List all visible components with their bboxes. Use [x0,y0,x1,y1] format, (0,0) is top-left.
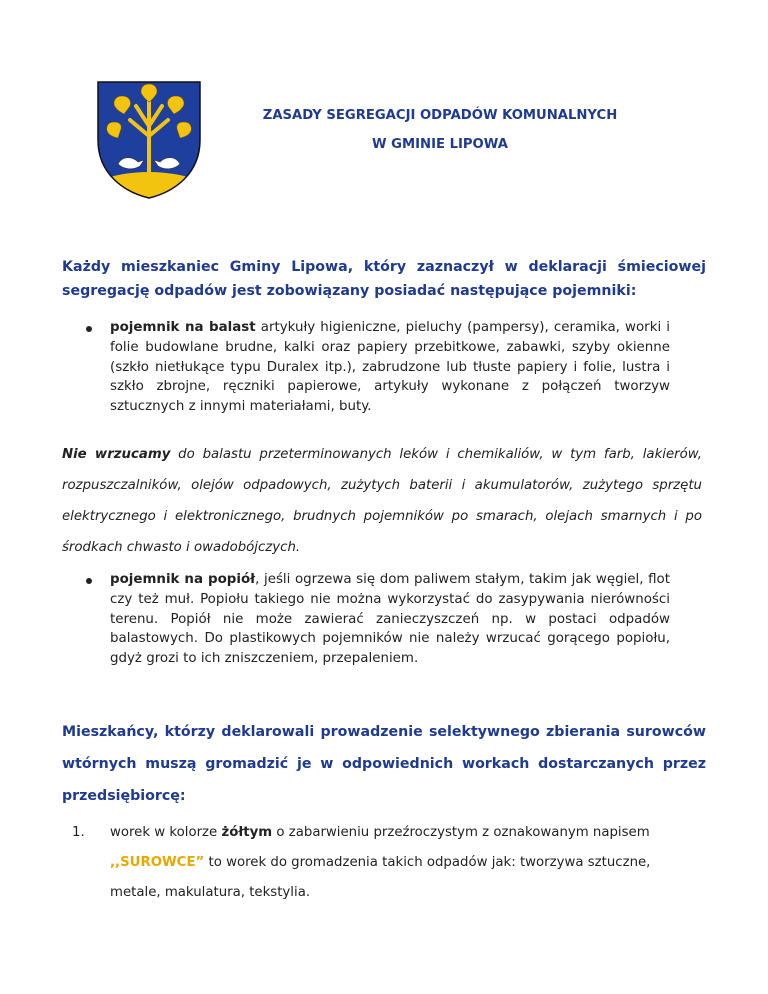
list-item-lead: pojemnik na popiół [110,572,256,587]
list-item-popiol [86,570,670,669]
section-heading-containers: Każdy mieszkaniec Gminy Lipowa, który zaznaczył w deklaracji śmieciowej segregację odpadów jest zobowiązany posiadać następujące pojemniki: [62,259,706,299]
numbered-list-item [62,818,662,908]
document-title-line-1: ZASADY SEGREGACJI ODPADÓW KOMUNALNYCH [262,108,618,123]
balast-warning-note [62,439,702,563]
item-bold-color-word: żółtym [221,825,273,840]
list-item-balast [86,318,670,417]
note-lead: Nie wrzucamy [62,447,171,462]
bag-label: ,,SUROWCE” [110,855,205,870]
list-item-text [110,570,670,669]
note-body: do balastu przeterminowanych leków i chemikaliów, w tym farb, lakierów, rozpuszczalników, olejów odpadowych, zużytych baterii i akumulatorów, zużytego sprzętu elektrycznego i elektronicznego, brudnych pojemników po smarach, olejach smarnych i po środkach chwasto i owadobójczych. [62,447,702,555]
section-heading-recyclables: Mieszkańcy, którzy deklarowali prowadzenie selektywnego zbierania surowców wtórnych muszą gromadzić je w odpowiednich workach dostarczanych przez przedsiębiorcę: [62,724,706,804]
item-text-part: worek w kolorze [110,825,222,840]
document-title-line-2: W GMINIE LIPOWA [372,137,508,152]
list-item-text [110,318,670,417]
bullet-icon [86,578,92,584]
list-item-lead: pojemnik na balast [110,320,256,335]
coat-of-arms-icon [94,78,204,200]
list-item-body: , jeśli ogrzewa się dom paliwem stałym, takim jak węgiel, flot czy też muł. Popiołu takiego nie można wykorzystać do zasypywania nierówności terenu. Popiół nie może zawierać zanieczyszczeń np. w postaci odpadów balastowych. Do plastikowych pojemników nie należy wrzucać gorącego popiołu, gdyż grozi to ich zniszczeniem, przepaleniem. [110,572,670,667]
bullet-icon [86,326,92,332]
item-text-part: o zabarwieniu przeźroczystym z oznakowanym napisem [272,825,650,840]
list-item-body: artykuły higieniczne, pieluchy (pampersy), ceramika, worki i folie budowlane brudne, kalki oraz papiery przebitkowe, zabawki, szyby okienne (szkło nietłukące typu Duralex itp.), zabrudzone lub tłuste papiery i folie, lustra i szkło zbrojne, ręczniki papierowe, artykuły wykonane z połączeń tworzyw sztucznych z innymi materiałami, buty. [110,320,670,415]
list-number: 1. [72,825,85,840]
item-text-part: to worek do gromadzenia takich odpadów jak: tworzywa sztuczne, metale, makulatura, tekstylia. [110,855,651,900]
numbered-item-text [110,818,662,908]
